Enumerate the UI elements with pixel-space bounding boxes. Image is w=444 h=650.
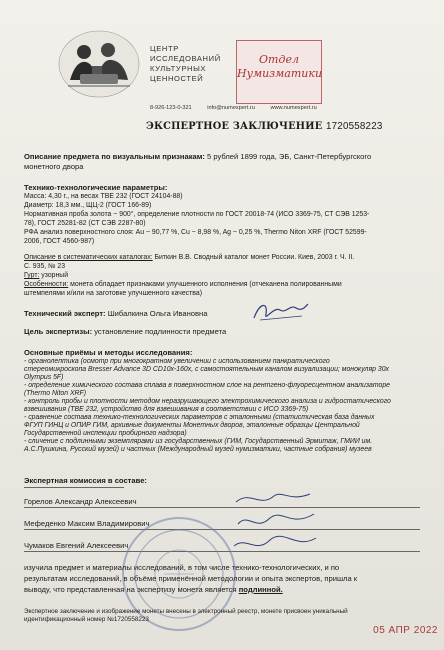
edge-description (24, 272, 420, 281)
stamp-line-2: Нумизматики (237, 67, 323, 80)
commission-member: Мефеденко Максим Владимирович (24, 519, 150, 528)
document-title-text: ЭКСПЕРТНОЕ ЗАКЛЮЧЕНИЕ (146, 121, 323, 132)
conclusion-verdict-line (24, 585, 420, 594)
methods-heading: Основные приёмы и методы исследования: (24, 348, 193, 357)
methods-line: - контроль пробы и плотности методом неразрушающего электрохимического анализа и гидростатического (24, 398, 391, 405)
catalog-value: Биткин В.В. Сводный каталог монет России. Киев, 2003 г. Ч. II. (152, 254, 355, 261)
tech-params-line: РФА анализ поверхностного слоя: Au ~ 90,77 %, Cu ~ 8,98 %, Ag ~ 0,25 %, Thermo Niton XRF (ГОСТ 52599- (24, 229, 367, 236)
methods-line: стереомикроскопа Bresser Advance 3D CD10x-160x, с самостоятельным каналом визуализации; монокуляр 30x (24, 366, 389, 373)
methods-line: (Thermo Niton XRF) (24, 390, 87, 397)
visual-description-value: 5 рублей 1899 года, ЭБ, Санкт-Петербургского (204, 152, 372, 161)
technical-expert-signature (250, 300, 310, 324)
methods-line: Государственной инспекции пробирного надзора) (24, 430, 187, 437)
divider (24, 507, 420, 508)
organization-name-line: ЦЕНТР (150, 44, 179, 53)
features-description (24, 281, 420, 290)
document-number: 1720558223 (326, 121, 383, 132)
tech-params-line: 78), ГОСТ 25281-82 (СТ СЭВ 2287-80) (24, 220, 146, 227)
date-stamp: 05 АПР 2022 (373, 625, 438, 636)
technical-expert (24, 309, 420, 318)
conclusion-line: выводу, что представленная на экспертизу монета является (24, 585, 239, 594)
divider (24, 487, 124, 488)
tech-params-line: Масса: 4,30 г., на весах ТВЕ 232 (ГОСТ 24104-88) (24, 193, 183, 200)
visual-description-line-2: монетного двора (24, 162, 84, 171)
methods-line: Olympus 5F) (24, 374, 64, 381)
numismatics-department-stamp (236, 40, 322, 104)
stamp-line-1: Отдел (259, 53, 299, 66)
tech-params-line: Нормативная проба золота ~ 900°, определение плотности по ГОСТ 20018-74 (ИСО 3369-75, СТ СЭВ 1253- (24, 211, 370, 218)
visual-description (24, 152, 420, 161)
commission-heading: Экспертная комиссия в составе: (24, 476, 147, 485)
document-title (146, 121, 383, 132)
tech-params-line: 2006, ГОСТ 4560-987) (24, 238, 95, 245)
catalog-description (24, 254, 420, 263)
features-line-2: штемпелями и/или на заготовке улучшенного качества) (24, 290, 202, 297)
methods-line: ФГУП ГИНЦ и ОПИР ГИМ, архивные документы Монетных дворов, эталонные образцы Центральной (24, 422, 360, 429)
conclusion-line: изучила предмет и материалы исследований, в том числе технико-технологических, и по (24, 563, 340, 572)
organization-name-line: ИССЛЕДОВАНИЙ (150, 54, 221, 63)
technical-expert-name: Шибалкина Ольга Ивановна (105, 309, 208, 318)
conclusion-line: результатам исследований, в объёме применённой методологии и опыта экспертов, пришла к (24, 574, 358, 583)
tech-params-heading: Технико-технологические параметры: (24, 183, 168, 192)
contact-line (150, 105, 331, 111)
tech-params-line: Диаметр: 18,3 мм., ЩЦ-2 (ГОСТ 166-89) (24, 202, 152, 209)
footer-note-line-2: идентификационный номер №1720558223 (24, 616, 149, 623)
commission-member: Горелов Александр Алексеевич (24, 497, 137, 506)
methods-line: - сличение с подлинными экземплярами из государственных (ГИМ, Государственный Эрмитаж, ГМИИ им. (24, 438, 373, 445)
organization-name-line: КУЛЬТУРНЫХ (150, 64, 207, 73)
edge-label: Гурт: (24, 272, 40, 279)
methods-line: - органолептика (осмотр при многократном увеличении с использованием панкратического (24, 358, 330, 365)
methods-line: А.С.Пушкина, Русский музей) и частных (Международный музей нумизматики, частные собрания) музеев (24, 446, 372, 453)
features-value: монета обладает признаками улучшенного исполнения (отчеканена полированными (68, 281, 342, 288)
organization-name-line: ЦЕННОСТЕЙ (150, 74, 204, 83)
examination-goal-value: установление подлинности предмета (92, 327, 227, 336)
methods-line: - сравнение состава технико-технологических параметров с эталонными (статистическая база данных (24, 414, 375, 421)
catalog-label: Описание в систематических каталогах: (24, 254, 153, 261)
website-address: www.numexpert.ru (270, 105, 317, 111)
footer-note: Экспертное заключение и изображение монеты внесены в электронный реестр, монете присвоен уникальный (24, 608, 348, 615)
phone-number: 8-926-123-0-321 (150, 105, 192, 111)
verdict: подлинной. (238, 585, 283, 594)
edge-value: узорный (39, 272, 69, 279)
museum-logo (58, 30, 140, 98)
commission-signatures (230, 488, 320, 558)
features-label: Особенности: (24, 281, 69, 288)
examination-goal (24, 327, 420, 336)
technical-expert-label: Технический эксперт: (24, 309, 106, 318)
catalog-line-2: С. 935, № 23 (24, 263, 66, 270)
email-address: info@numexpert.ru (207, 105, 255, 111)
visual-description-label: Описание предмета по визуальным признакам: (24, 152, 205, 161)
methods-line: - определение химического состава сплава в поверхностном слое на рентгено-флуоресцентном анализаторе (24, 382, 390, 389)
organization-name (150, 44, 221, 84)
commission-member: Чумаков Евгений Алексеевич (24, 541, 129, 550)
methods-line: взвешивания (ТВЕ 232, устройство для взвешивания в соответствии с ИСО 3369-75) (24, 406, 309, 413)
examination-goal-label: Цель экспертизы: (24, 327, 93, 336)
